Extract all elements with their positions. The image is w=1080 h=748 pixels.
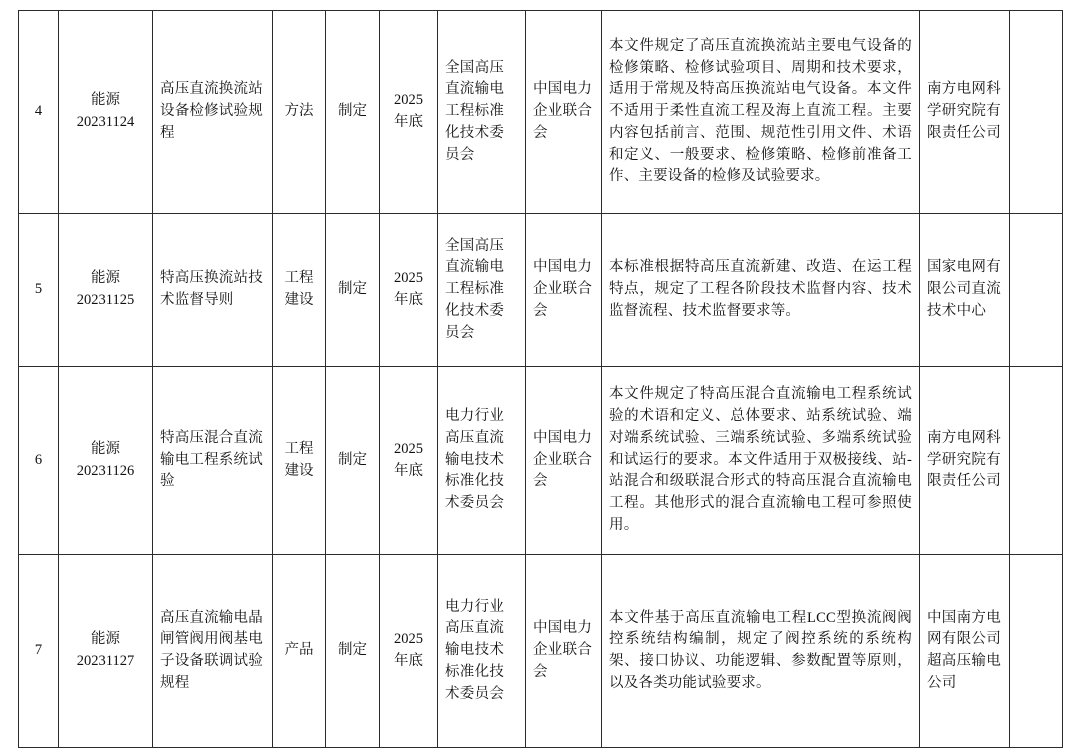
plan-code-line2: 20231125 bbox=[76, 292, 135, 308]
completion-year: 2025年底 bbox=[380, 214, 438, 367]
drafting-unit: 国家电网有限公司直流技术中心 bbox=[920, 214, 1010, 367]
row-number: 5 bbox=[19, 214, 59, 367]
organizing-body: 中国电力企业联合会 bbox=[526, 214, 602, 367]
plan-code-line2: 20231127 bbox=[76, 653, 135, 669]
row-number: 6 bbox=[19, 367, 59, 555]
standard-type: 产品 bbox=[273, 555, 326, 748]
standard-nature: 制定 bbox=[326, 555, 380, 748]
plan-code-line2: 20231126 bbox=[76, 462, 135, 479]
row-number: 7 bbox=[19, 555, 59, 748]
drafting-unit: 中国南方电网有限公司超高压输电公司 bbox=[920, 555, 1010, 748]
scope-description: 本标准根据特高压直流新建、改造、在运工程特点，规定了工程各阶段技术监督内容、技术监督流程、技术监督要求等。 bbox=[602, 214, 920, 367]
table-row bbox=[19, 367, 1063, 555]
plan-code-line1: 能源 bbox=[91, 92, 120, 109]
completion-year: 2025年底 bbox=[380, 555, 438, 748]
plan-code bbox=[59, 214, 153, 367]
remarks bbox=[1010, 367, 1063, 555]
standard-name: 特高压换流站技术监督导则 bbox=[153, 214, 273, 367]
plan-code bbox=[59, 555, 153, 748]
plan-code-line1: 能源 bbox=[91, 440, 120, 457]
completion-year: 2025年底 bbox=[380, 11, 438, 214]
standard-nature: 制定 bbox=[326, 11, 380, 214]
standards-plan-table bbox=[18, 10, 1063, 748]
table-row bbox=[19, 11, 1063, 214]
table-row bbox=[19, 214, 1063, 367]
organizing-body: 中国电力企业联合会 bbox=[526, 367, 602, 555]
standard-name: 高压直流换流站设备检修试验规程 bbox=[153, 11, 273, 214]
completion-year: 2025年底 bbox=[380, 367, 438, 555]
drafting-unit: 南方电网科学研究院有限责任公司 bbox=[920, 367, 1010, 555]
plan-code-line1: 能源 bbox=[91, 270, 120, 287]
technical-committee: 全国高压直流输电工程标准化技术委员会 bbox=[438, 11, 526, 214]
standard-type: 方法 bbox=[273, 11, 326, 214]
remarks bbox=[1010, 555, 1063, 748]
drafting-unit: 南方电网科学研究院有限责任公司 bbox=[920, 11, 1010, 214]
plan-code bbox=[59, 367, 153, 555]
plan-code-line2: 20231124 bbox=[76, 114, 135, 130]
plan-code-line1: 能源 bbox=[91, 631, 120, 648]
standard-name: 特高压混合直流输电工程系统试验 bbox=[153, 367, 273, 555]
technical-committee: 电力行业高压直流输电技术标准化技术委员会 bbox=[438, 555, 526, 748]
remarks bbox=[1010, 11, 1063, 214]
standard-nature: 制定 bbox=[326, 214, 380, 367]
table-row bbox=[19, 555, 1063, 748]
standard-name: 高压直流输电晶闸管阀用阀基电子设备联调试验规程 bbox=[153, 555, 273, 748]
organizing-body: 中国电力企业联合会 bbox=[526, 555, 602, 748]
technical-committee: 电力行业高压直流输电技术标准化技术委员会 bbox=[438, 367, 526, 555]
scope-description: 本文件规定了特高压混合直流输电工程系统试验的术语和定义、总体要求、站系统试验、端对端系统试验、三端系统试验、多端系统试验和试运行的要求。本文件适用于双极接线、站-站混合和级联混合形式的特高压混合直流输电工程。其他形式的混合直流输电工程可参照使用。 bbox=[602, 367, 920, 555]
organizing-body: 中国电力企业联合会 bbox=[526, 11, 602, 214]
scope-description: 本文件规定了高压直流换流站主要电气设备的检修策略、检修试验项目、周期和技术要求，适用于常规及特高压换流站电气设备。本文件不适用于柔性直流工程及海上直流工程。主要内容包括前言、范围、规范性引用文件、术语和定义、一般要求、检修策略、检修前准备工作、主要设备的检修及试验要求。 bbox=[602, 11, 920, 214]
standard-type: 工程建设 bbox=[273, 367, 326, 555]
scope-description: 本文件基于高压直流输电工程LCC型换流阀阀控系统结构编制，规定了阀控系统的系统构架、接口协议、功能逻辑、参数配置等原则，以及各类功能试验要求。 bbox=[602, 555, 920, 748]
standard-type: 工程建设 bbox=[273, 214, 326, 367]
plan-code bbox=[59, 11, 153, 214]
standard-nature: 制定 bbox=[326, 367, 380, 555]
row-number: 4 bbox=[19, 11, 59, 214]
remarks bbox=[1010, 214, 1063, 367]
technical-committee: 全国高压直流输电工程标准化技术委员会 bbox=[438, 214, 526, 367]
